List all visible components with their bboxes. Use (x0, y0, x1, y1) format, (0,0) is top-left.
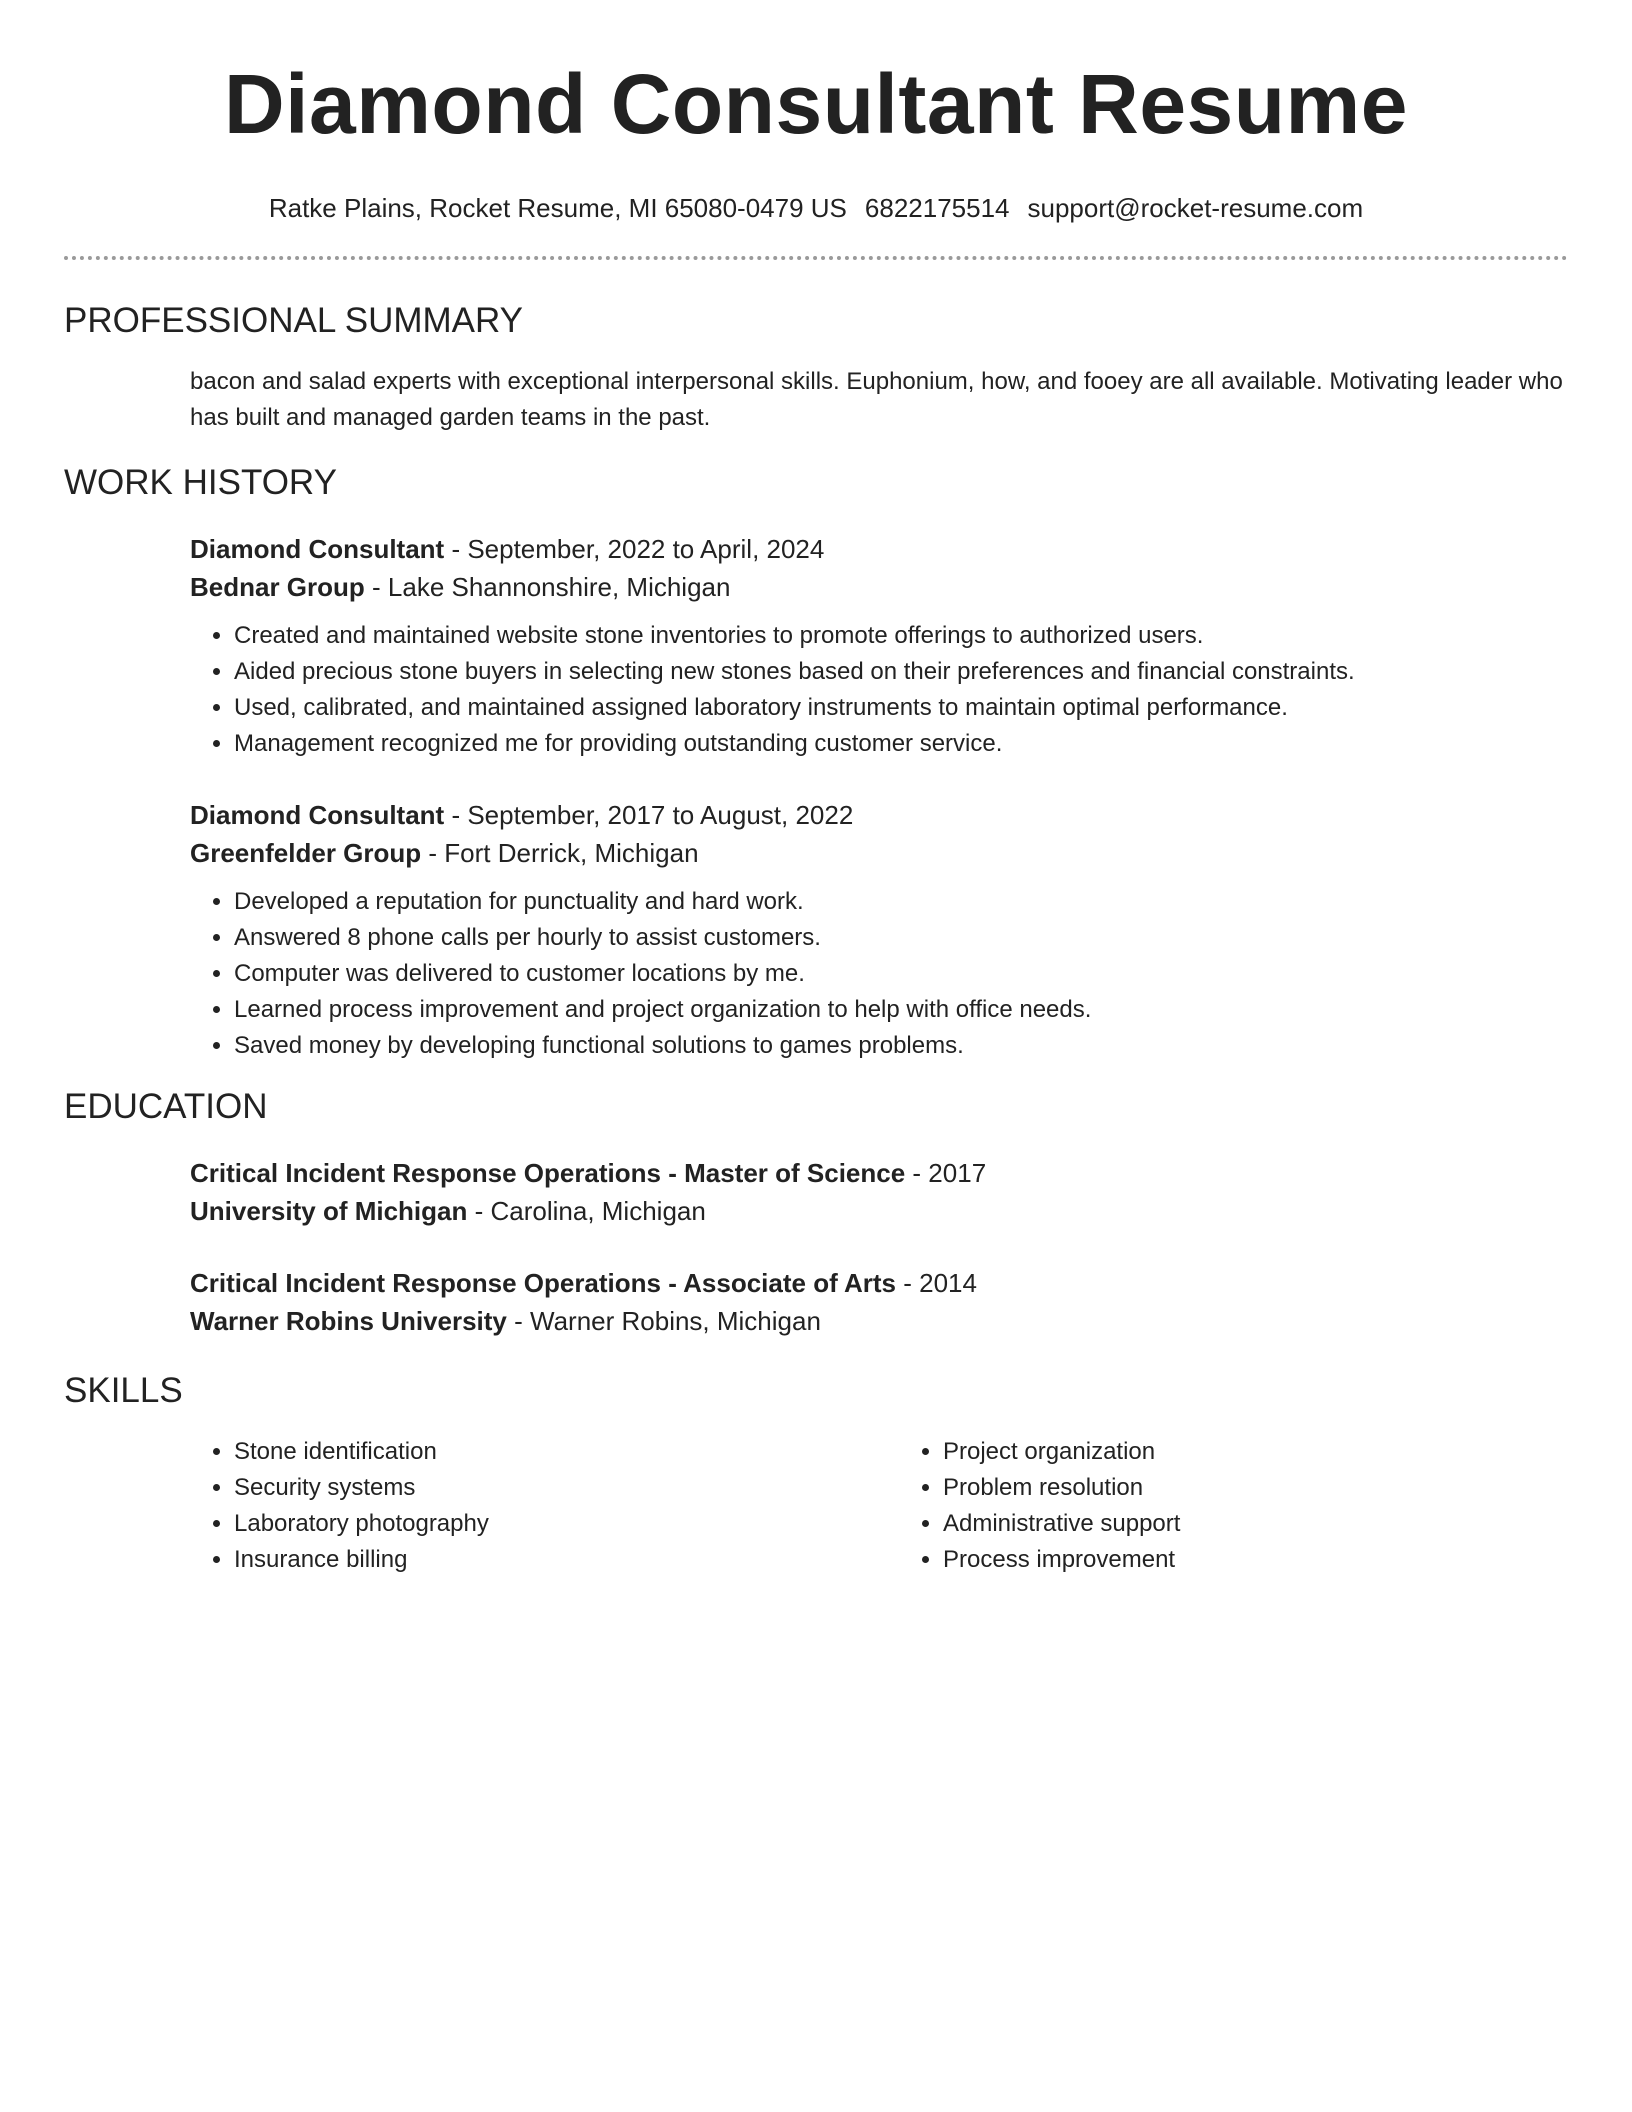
work-body (190, 530, 1568, 1064)
job-dates: - September, 2017 to August, 2022 (444, 800, 854, 830)
education-degree: Critical Incident Response Operations - Master of Science (190, 1158, 906, 1188)
job-title: Diamond Consultant (190, 534, 445, 564)
job-bullets (190, 884, 1568, 1064)
job-location: - Lake Shannonshire, Michigan (364, 572, 731, 602)
job-title: Diamond Consultant (190, 800, 445, 830)
list-item: • Management recognized me for providing outstanding customer service. (234, 726, 1568, 762)
list-item: • Created and maintained website stone inventories to promote offerings to authorized users. (234, 618, 1568, 654)
skill-item: • Security systems (234, 1470, 859, 1506)
skill-item: • Stone identification (234, 1434, 859, 1470)
education-degree-line (190, 1264, 1568, 1302)
resume-header (64, 0, 1568, 224)
job-title-line (190, 530, 1568, 568)
skills-grid (190, 1434, 1568, 1578)
job-entry (190, 530, 1568, 762)
skill-item: • Project organization (943, 1434, 1568, 1470)
education-year: - 2014 (896, 1268, 977, 1298)
education-entry (190, 1264, 1568, 1340)
list-item: • Developed a reputation for punctuality and hard work. (234, 884, 1568, 920)
section-professional-summary (64, 300, 1568, 436)
education-school-line (190, 1302, 1568, 1340)
education-degree-line (190, 1154, 1568, 1192)
education-school: Warner Robins University (190, 1306, 507, 1336)
job-title-line (190, 796, 1568, 834)
section-heading-summary: PROFESSIONAL SUMMARY (64, 301, 523, 340)
skill-item: • Insurance billing (234, 1542, 859, 1578)
section-education (64, 1086, 1568, 1340)
education-location: - Warner Robins, Michigan (506, 1306, 821, 1336)
skills-list-left (190, 1434, 859, 1578)
skills-list-right (899, 1434, 1568, 1578)
contact-address: Ratke Plains, Rocket Resume, MI 65080-0479 US (268, 193, 847, 223)
section-skills (64, 1370, 1568, 1578)
education-location: - Carolina, Michigan (467, 1196, 706, 1226)
education-entry (190, 1154, 1568, 1230)
skill-item: • Laboratory photography (234, 1506, 859, 1542)
job-company-line (190, 568, 1568, 606)
list-item: • Computer was delivered to customer locations by me. (234, 956, 1568, 992)
contact-email: support@rocket-resume.com (1027, 193, 1364, 223)
list-item: • Saved money by developing functional solutions to games problems. (234, 1028, 1568, 1064)
job-dates: - September, 2022 to April, 2024 (444, 534, 825, 564)
job-company: Greenfelder Group (190, 838, 422, 868)
summary-text: bacon and salad experts with exceptional interpersonal skills. Euphonium, how, and fooey are all available. Motivating leader who has built and managed garden teams in the past. (190, 368, 1563, 431)
education-year: - 2017 (905, 1158, 987, 1188)
education-school: University of Michigan (190, 1196, 468, 1226)
skill-item: • Administrative support (943, 1506, 1568, 1542)
job-location: - Fort Derrick, Michigan (421, 838, 699, 868)
skill-item: • Problem resolution (943, 1470, 1568, 1506)
resume-title: Diamond Consultant Resume (224, 57, 1408, 151)
education-school-line (190, 1192, 1568, 1230)
education-body (190, 1154, 1568, 1340)
job-company: Bednar Group (190, 572, 365, 602)
list-item: • Learned process improvement and project organization to help with office needs. (234, 992, 1568, 1028)
job-bullets (190, 618, 1568, 762)
contact-info (64, 192, 1568, 224)
summary-body (190, 364, 1568, 436)
skill-item: • Process improvement (943, 1542, 1568, 1578)
section-heading-education: EDUCATION (64, 1087, 268, 1126)
section-heading-work: WORK HISTORY (64, 463, 337, 502)
section-heading-skills: SKILLS (64, 1371, 183, 1410)
job-company-line (190, 834, 1568, 872)
list-item: • Answered 8 phone calls per hourly to assist customers. (234, 920, 1568, 956)
list-item: • Aided precious stone buyers in selecting new stones based on their preferences and financial constraints. (234, 654, 1568, 690)
job-entry (190, 796, 1568, 1064)
header-divider (64, 256, 1568, 260)
list-item: • Used, calibrated, and maintained assigned laboratory instruments to maintain optimal performance. (234, 690, 1568, 726)
section-work-history (64, 462, 1568, 1064)
education-degree: Critical Incident Response Operations - Associate of Arts (190, 1268, 897, 1298)
contact-phone: 6822175514 (864, 193, 1010, 223)
